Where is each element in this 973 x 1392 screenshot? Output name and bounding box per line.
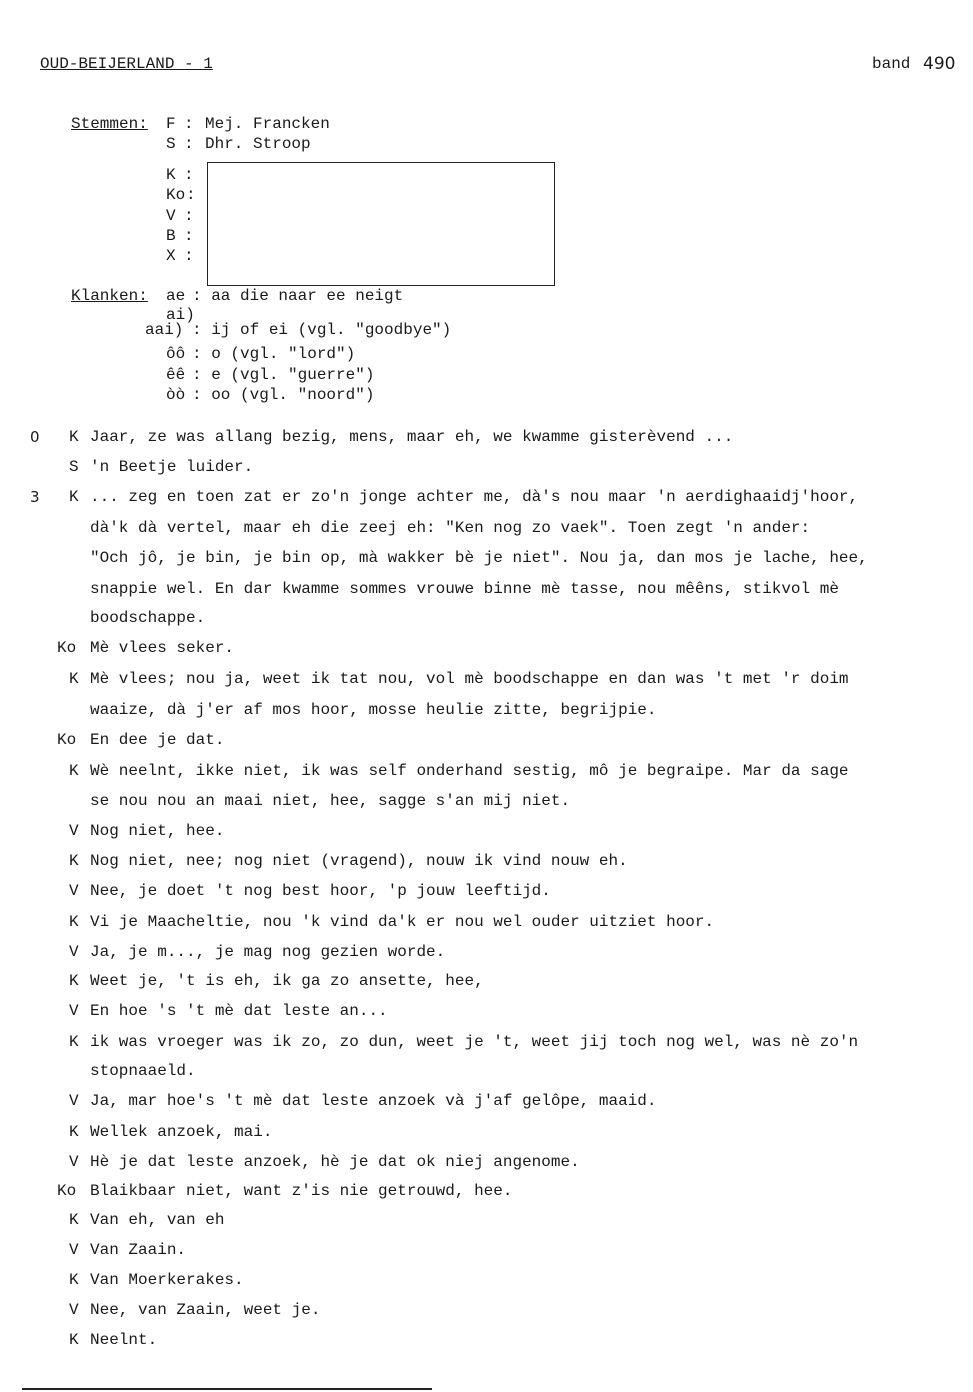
stemmen-code: V <box>166 207 176 225</box>
transcript-line: Wellek anzoek, mai. <box>90 1123 273 1141</box>
band-number: 490 <box>923 54 956 74</box>
speaker-code: S <box>69 458 79 476</box>
margin-mark-3: 3 <box>30 488 40 506</box>
speaker-code: K <box>69 428 79 446</box>
speaker-code: V <box>69 1153 79 1171</box>
klanken-desc: : o (vgl. "lord") <box>192 345 356 363</box>
speaker-code: Ko <box>57 639 77 657</box>
transcript-line: En dee je dat. <box>90 731 225 749</box>
speaker-names-box <box>207 162 555 286</box>
speaker-code: Ko <box>57 731 77 749</box>
speaker-code: V <box>69 882 79 900</box>
stemmen-sep: : <box>184 135 194 153</box>
stemmen-code: F <box>166 115 176 133</box>
transcript-line: Van eh, van eh <box>90 1211 225 1229</box>
speaker-code: K <box>69 913 79 931</box>
transcript-line: waaize, dà j'er af mos hoor, mosse heulie zitte, begrijpie. <box>90 701 657 719</box>
speaker-code: Ko <box>57 1182 77 1200</box>
transcript-line: Mè vlees seker. <box>90 639 235 657</box>
speaker-code: K <box>69 1331 79 1349</box>
transcript-line: En hoe 's 't mè dat leste an... <box>90 1002 388 1020</box>
band-label: band <box>872 55 911 73</box>
transcript-line: Blaikbaar niet, want z'is nie getrouwd, hee. <box>90 1182 513 1200</box>
speaker-code: V <box>69 1002 79 1020</box>
klanken-code: aai) <box>145 321 184 339</box>
speaker-code: K <box>69 1123 79 1141</box>
klanken-desc: : oo (vgl. "noord") <box>192 386 375 404</box>
transcript-line: boodschappe. <box>90 609 206 627</box>
speaker-code: K <box>69 670 79 688</box>
stemmen-name: Dhr. Stroop <box>205 135 311 153</box>
speaker-code: V <box>69 1241 79 1259</box>
transcript-line: snappie wel. En dar kwamme sommes vrouwe binne mè tasse, nou mêêns, stikvol mè <box>90 580 839 598</box>
klanken-code: êê <box>166 366 186 384</box>
transcript-line: stopnaaeld. <box>90 1062 196 1080</box>
klanken-code: ai) <box>166 306 195 324</box>
speaker-code: V <box>69 943 79 961</box>
transcript-line: "Och jô, je bin, je bin op, mà wakker bè je niet". Nou ja, dan mos je lache, hee, <box>90 549 868 567</box>
transcript-line: Nog niet, nee; nog niet (vragend), nouw ik vind nouw eh. <box>90 852 628 870</box>
stemmen-code: X <box>166 247 176 265</box>
klanken-desc: : ij of ei (vgl. "goodbye") <box>192 321 452 339</box>
stemmen-code: S <box>166 135 176 153</box>
speaker-code: K <box>69 852 79 870</box>
stemmen-sep: : <box>184 247 194 265</box>
transcript-line: Mè vlees; nou ja, weet ik tat nou, vol mè boodschappe en dan was 't met 'r doim <box>90 670 849 688</box>
speaker-code: K <box>69 1211 79 1229</box>
transcript-line: Neelnt. <box>90 1331 158 1349</box>
transcript-line: Nee, van Zaain, weet je. <box>90 1301 321 1319</box>
stemmen-sep: : <box>184 227 194 245</box>
transcript-line: Ja, je m..., je mag nog gezien worde. <box>90 943 446 961</box>
klanken-desc: : e (vgl. "guerre") <box>192 366 375 384</box>
transcript-line: Nee, je doet 't nog best hoor, 'p jouw leeftijd. <box>90 882 551 900</box>
transcript-line: Wè neelnt, ikke niet, ik was self onderhand sestig, mô je begraipe. Mar da sage <box>90 762 849 780</box>
speaker-code: K <box>69 488 79 506</box>
transcript-line: 'n Beetje luider. <box>90 458 254 476</box>
stemmen-code: Ko <box>166 186 186 204</box>
stemmen-label: Stemmen: <box>71 115 148 133</box>
transcript-line: Nog niet, hee. <box>90 822 225 840</box>
transcript-line: Van Zaain. <box>90 1241 187 1259</box>
klanken-desc: : aa die naar ee neigt <box>192 287 404 305</box>
transcript-line: Hè je dat leste anzoek, hè je dat ok niej angenome. <box>90 1153 580 1171</box>
stemmen-sep: : <box>186 186 196 204</box>
transcript-line: Weet je, 't is eh, ik ga zo ansette, hee, <box>90 972 484 990</box>
speaker-code: K <box>69 1033 79 1051</box>
klanken-code: ôô <box>166 345 186 363</box>
transcript-line: Van Moerkerakes. <box>90 1271 244 1289</box>
margin-mark-0: 0 <box>30 428 40 446</box>
klanken-code: òò <box>166 386 186 404</box>
speaker-code: K <box>69 1271 79 1289</box>
speaker-code: K <box>69 972 79 990</box>
stemmen-name: Mej. Francken <box>205 115 330 133</box>
klanken-label: Klanken: <box>71 287 148 305</box>
transcript-line: Jaar, ze was allang bezig, mens, maar eh, we kwamme gisterèvend ... <box>90 428 734 446</box>
speaker-code: V <box>69 1301 79 1319</box>
transcript-line: Ja, mar hoe's 't mè dat leste anzoek và j'af gelôpe, maaid. <box>90 1092 657 1110</box>
stemmen-sep: : <box>184 115 194 133</box>
speaker-code: V <box>69 1092 79 1110</box>
speaker-code: K <box>69 762 79 780</box>
stemmen-sep: : <box>184 207 194 225</box>
transcript-line: se nou nou an maai niet, hee, sagge s'an mij niet. <box>90 792 571 810</box>
klanken-code: ae <box>166 287 186 305</box>
stemmen-code: K <box>166 166 176 184</box>
transcript-line: ... zeg en toen zat er zo'n jonge achter me, dà's nou maar 'n aerdighaaidj'hoor, <box>90 488 859 506</box>
stemmen-sep: : <box>184 166 194 184</box>
transcript-line: ik was vroeger was ik zo, zo dun, weet je 't, weet jij toch nog wel, was nè zo'n <box>90 1033 859 1051</box>
speaker-code: V <box>69 822 79 840</box>
transcript-line: Vi je Maacheltie, nou 'k vind da'k er nou wel ouder uitziet hoor. <box>90 913 715 931</box>
page-title: OUD-BEIJERLAND - 1 <box>40 55 213 73</box>
bottom-rule <box>22 1388 432 1390</box>
stemmen-code: B <box>166 227 176 245</box>
transcript-line: dà'k dà vertel, maar eh die zeej eh: "Ken nog zo vaek". Toen zegt 'n ander: <box>90 519 811 537</box>
